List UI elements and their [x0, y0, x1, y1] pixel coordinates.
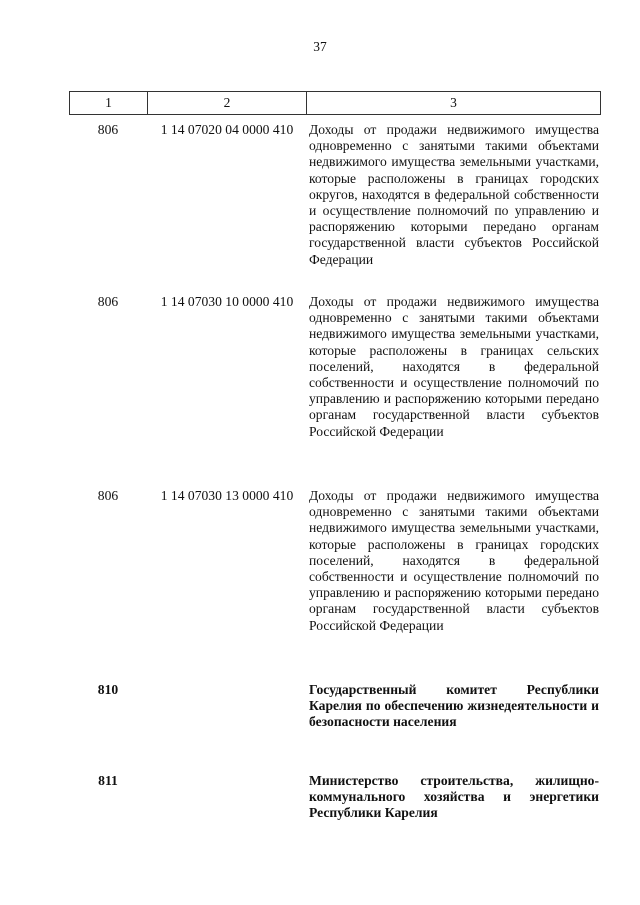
table-header [69, 91, 601, 115]
income-description: Доходы от продажи недвижимого имущества одновременно с занятыми такими объектами недвижимого имущества земельными участками, которые расположены в границах сельских поселений, находятся в федеральной собственности и осуществление полномочий по управлению и распоряжению которыми передано органам государственной власти субъектов Российской Федерации [309, 294, 599, 439]
group-admin-code: 810 [97, 682, 119, 697]
group-name: Министерство строительства, жилищно-коммунального хозяйства и энергетики Республики Карелия [309, 773, 599, 821]
admin-code: 806 [97, 122, 119, 137]
kbk-code: 1 14 07030 10 0000 410 [160, 294, 294, 309]
income-description: Доходы от продажи недвижимого имущества одновременно с занятыми такими объектами недвижимого имущества земельными участками, которые расположены в границах городских поселений, находятся в федеральной собственности и осуществление полномочий по управлению и распоряжению которыми передано органам государственной власти субъектов Российской Федерации [309, 488, 599, 633]
header-col-1: 1 [70, 92, 148, 114]
page-number: 37 [313, 39, 327, 54]
group-name: Государственный комитет Республики Карелия по обеспечению жизнедеятельности и безопасности населения [309, 682, 599, 730]
header-col-3: 3 [450, 95, 457, 110]
admin-code: 806 [97, 488, 119, 503]
kbk-code: 1 14 07020 04 0000 410 [160, 122, 294, 137]
admin-code: 806 [97, 294, 119, 309]
group-admin-code: 811 [98, 773, 118, 788]
kbk-code: 1 14 07030 13 0000 410 [160, 488, 294, 503]
income-description: Доходы от продажи недвижимого имущества одновременно с занятыми такими объектами недвижимого имущества земельными участками, которые расположены в границах городских округов, находятся в федеральной собственности и осуществление полномочий по управлению и распоряжению которыми передано органам государственной власти субъектов Российской Федерации [309, 122, 599, 267]
header-col-2: 2 [148, 92, 307, 114]
